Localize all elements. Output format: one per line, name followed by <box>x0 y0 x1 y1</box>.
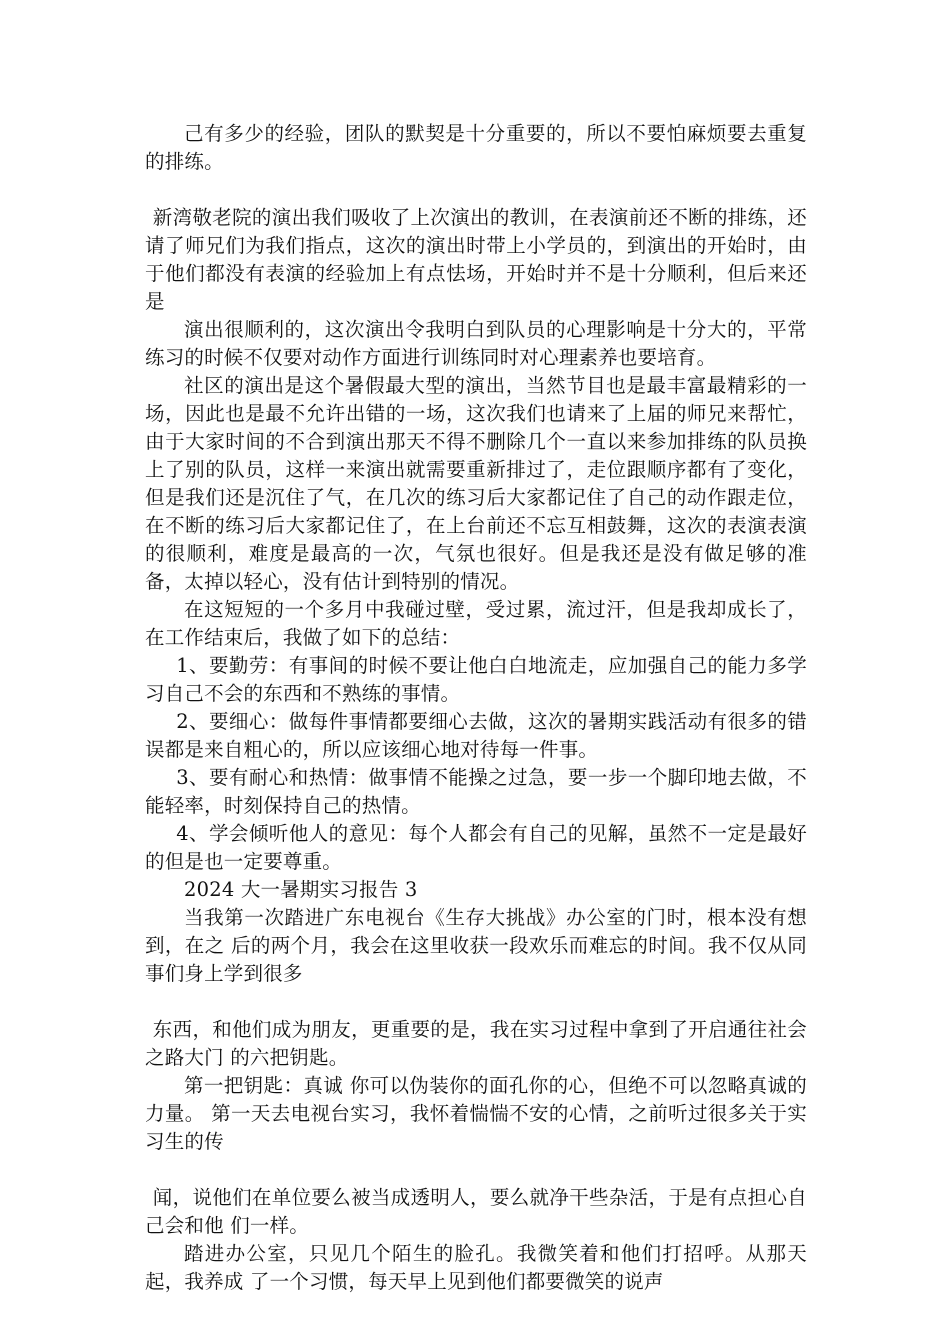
section-heading: 2024 大一暑期实习报告 3 <box>184 878 418 901</box>
paragraph-14: 闻，说他们在单位要么被当成透明人，要么就净干些杂活，于是有点担心自己会和他 们一样。 <box>145 1186 807 1237</box>
paragraph-5: 在这短短的一个多月中我碰过壁，受过累，流过汗，但是我却成长了，在工作结束后，我做了如下的总结： <box>145 598 807 649</box>
list-item-2: 2、要细心：做每件事情都要细心去做，这次的暑期实践活动有很多的错误都是来自粗心的，所以应该细心地对待每一件事。 <box>145 710 807 761</box>
list-item-1: 1、要勤劳：有事间的时候不要让他白白地流走，应加强自己的能力多学习自己不会的东西和不熟练的事情。 <box>145 654 807 705</box>
paragraph-13: 第一把钥匙：真诚 你可以伪装你的面孔你的心，但绝不可以忽略真诚的力量。 第一天去电视台实习，我怀着惴惴不安的心情，之前听过很多关于实习生的传 <box>145 1074 807 1153</box>
paragraph-3: 演出很顺利的，这次演出令我明白到队员的心理影响是十分大的，平常练习的时候不仅要对动作方面进行训练同时对心理素养也要培育。 <box>145 318 807 369</box>
document-body <box>145 120 807 1296</box>
paragraph-11: 当我第一次踏进广东电视台《生存大挑战》办公室的门时，根本没有想到，在之 后的两个月，我会在这里收获一段欢乐而难忘的时间。我不仅从同事们身上学到很多 <box>145 906 807 985</box>
list-item-4: 4、学会倾听他人的意见：每个人都会有自己的见解，虽然不一定是最好的但是也一定要尊重。 <box>145 822 807 873</box>
paragraph-1: 己有多少的经验，团队的默契是十分重要的，所以不要怕麻烦要去重复的排练。 <box>145 122 807 173</box>
list-item-3: 3、要有耐心和热情：做事情不能操之过急，要一步一个脚印地去做，不能轻率，时刻保持自己的热情。 <box>145 766 807 817</box>
paragraph-12: 东西，和他们成为朋友，更重要的是，我在实习过程中拿到了开启通往社会之路大门 的六把钥匙。 <box>145 1018 807 1069</box>
paragraph-15: 踏进办公室，只见几个陌生的脸孔。我微笑着和他们打招呼。从那天起，我养成 了一个习惯，每天早上见到他们都要微笑的说声 <box>145 1242 807 1293</box>
paragraph-2: 新湾敬老院的演出我们吸收了上次演出的教训，在表演前还不断的排练，还请了师兄们为我们指点，这次的演出时带上小学员的，到演出的开始时，由于他们都没有表演的经验加上有点怯场，开始时并不是十分顺利，但后来还是 <box>145 206 807 313</box>
paragraph-4: 社区的演出是这个暑假最大型的演出，当然节目也是最丰富最精彩的一场，因此也是最不允许出错的一场，这次我们也请来了上届的师兄来帮忙，由于大家时间的不合到演出那天不得不删除几个一直以来参加排练的队员换上了别的队员，这样一来演出就需要重新排过了，走位跟顺序都有了变化，但是我们还是沉住了气，在几次的练习后大家都记住了自己的动作跟走位，在不断的练习后大家都记住了，在上台前还不忘互相鼓舞，这次的表演表演的很顺利，难度是最高的一次，气氛也很好。但是我还是没有做足够的准备，太掉以轻心，没有估计到特别的情况。 <box>145 374 807 593</box>
